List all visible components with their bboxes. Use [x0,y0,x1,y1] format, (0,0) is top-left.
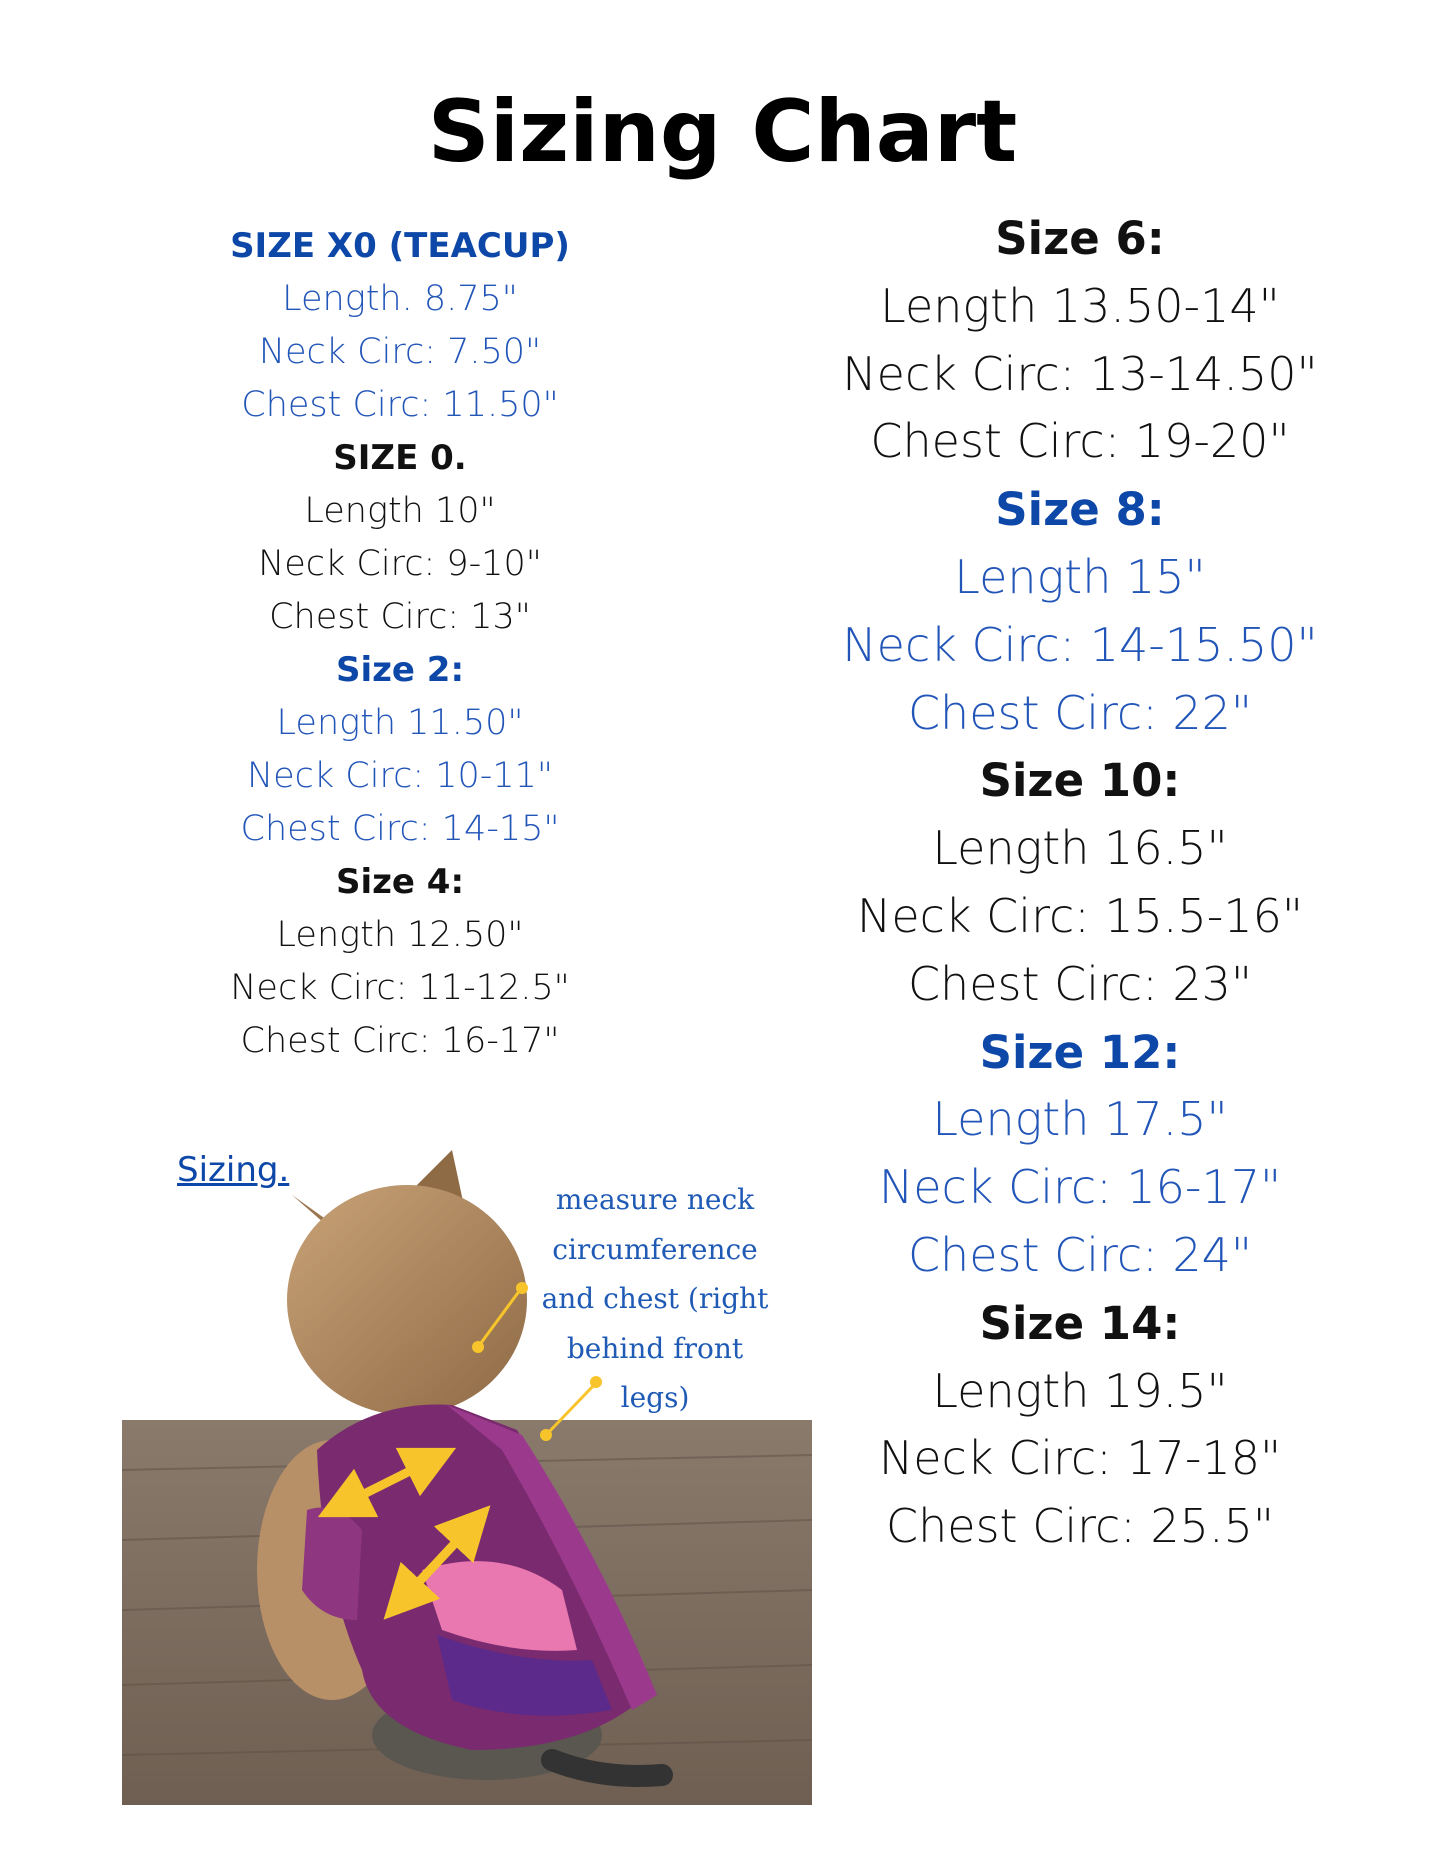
size-block-8 [800,476,1360,747]
size-chest: Chest Circ: 25.5" [886,1499,1274,1554]
measure-note-line: behind front [566,1331,744,1365]
size-chest: Chest Circ: 13" [269,597,531,637]
size-neck: Neck Circ: 17-18" [878,1431,1282,1486]
size-length: Length 15" [954,549,1206,604]
size-length: Length 16.5" [932,821,1228,876]
size-neck: Neck Circ: 7.50" [258,332,542,372]
size-block-2 [170,644,630,856]
size-heading: Size 6: [995,212,1165,265]
size-chest: Chest Circ: 23" [907,956,1253,1011]
size-neck: Neck Circ: 13-14.50" [842,346,1318,401]
right-size-column [800,205,1360,1561]
measure-note-line: measure neck [555,1183,755,1216]
page-title: Sizing Chart [427,82,1018,182]
size-length: Length 13.50-14" [880,278,1280,333]
size-length: Length 19.5" [932,1363,1228,1418]
size-chest: Chest Circ: 11.50" [241,385,559,425]
size-block-4 [170,856,630,1068]
size-length: Length 12.50" [276,915,524,955]
size-heading: Size 2: [335,650,465,690]
size-chest: Chest Circ: 14-15" [240,809,560,849]
size-heading: Size 12: [979,1025,1181,1079]
size-chest: Chest Circ: 22" [907,685,1253,740]
size-block-0 [170,432,630,644]
size-heading: Size 10: [979,754,1181,808]
size-block-10 [800,747,1360,1018]
size-neck: Neck Circ: 9-10" [258,544,542,584]
size-chest: Chest Circ: 24" [907,1227,1253,1282]
size-length: Length 10" [304,491,496,531]
size-chest: Chest Circ: 16-17" [240,1021,560,1061]
size-heading: Size 4: [335,862,465,902]
size-neck: Neck Circ: 15.5-16" [856,888,1304,943]
size-block-x0 [170,220,630,432]
sizing-link[interactable]: Sizing. [177,1150,290,1190]
size-heading: SIZE 0. [333,438,467,478]
size-heading: SIZE X0 (TEACUP) [230,226,570,266]
size-block-6 [800,205,1360,476]
size-neck: Neck Circ: 14-15.50" [842,617,1318,672]
size-heading: Size 8: [995,483,1165,537]
size-length: Length. 8.75" [282,279,518,319]
size-neck: Neck Circ: 16-17" [878,1160,1282,1215]
size-block-12 [800,1019,1360,1290]
left-size-column [170,220,630,1068]
size-block-14 [800,1290,1360,1561]
measure-note-line: circumference [552,1232,758,1266]
size-length: Length 17.5" [932,1092,1228,1147]
size-heading: Size 14: [979,1296,1181,1350]
size-chest: Chest Circ: 19-20" [870,414,1290,469]
size-neck: Neck Circ: 10-11" [246,756,554,796]
measure-note-line: legs) [620,1381,690,1414]
measure-note-line: and chest (right [541,1282,769,1315]
measure-note [520,1175,790,1423]
size-neck: Neck Circ: 11-12.5" [230,968,570,1008]
size-length: Length 11.50" [276,703,524,743]
